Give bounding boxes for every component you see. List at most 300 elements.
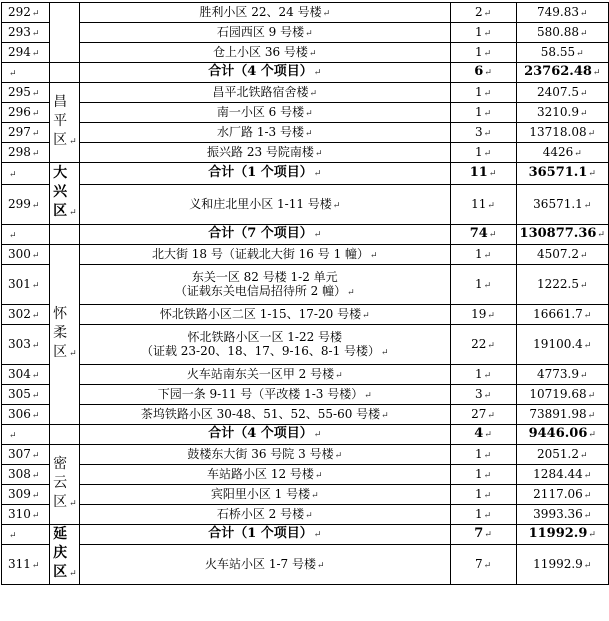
paragraph-mark: ↵ xyxy=(31,370,40,381)
row-number-cell xyxy=(2,185,50,225)
paragraph-mark: ↵ xyxy=(587,128,596,139)
building-count-cell xyxy=(450,185,516,225)
area-value: 36571.1 xyxy=(533,196,583,211)
building-count: 1 xyxy=(474,84,483,99)
paragraph-mark: ↵ xyxy=(483,470,492,481)
total-row xyxy=(2,63,609,83)
paragraph-mark: ↵ xyxy=(381,347,389,358)
total-label-cell xyxy=(79,525,450,545)
building-count: 1 xyxy=(474,24,483,39)
paragraph-mark: ↵ xyxy=(313,169,322,179)
project-name: 石桥小区 2 号楼 xyxy=(216,506,305,521)
table-row xyxy=(2,465,609,485)
area-cell xyxy=(516,163,608,185)
building-count: 1 xyxy=(474,44,483,59)
project-name-cell xyxy=(79,485,450,505)
paragraph-mark: ↵ xyxy=(305,510,313,521)
project-name-cell xyxy=(79,3,450,23)
project-name: 振兴路 23 号院南楼 xyxy=(207,144,314,159)
paragraph-mark: ↵ xyxy=(483,128,492,139)
paragraph-mark: ↵ xyxy=(69,208,77,218)
table-row xyxy=(2,185,609,225)
paragraph-mark: ↵ xyxy=(579,280,588,291)
paragraph-mark: ↵ xyxy=(583,340,592,351)
area-value: 130877.36 xyxy=(519,226,597,241)
district-name: 大兴区 xyxy=(53,165,68,219)
row-number: 302 xyxy=(8,306,31,321)
paragraph-mark: ↵ xyxy=(364,390,372,401)
paragraph-mark: ↵ xyxy=(583,470,592,481)
paragraph-mark: ↵ xyxy=(574,148,582,159)
row-number: 310 xyxy=(8,506,31,521)
table-row xyxy=(2,103,609,123)
area-value: 11992.9 xyxy=(533,556,583,571)
row-number-cell xyxy=(2,545,50,585)
row-number: 308 xyxy=(8,466,31,481)
area-value: 73891.98 xyxy=(529,406,587,421)
row-number-cell xyxy=(2,405,50,425)
paragraph-mark: ↵ xyxy=(31,48,40,59)
building-count-cell xyxy=(450,405,516,425)
project-name-cell xyxy=(79,143,450,163)
project-name-note: （证载 23-20、18、17、9-16、8-1 号楼） xyxy=(140,343,381,358)
paragraph-mark: ↵ xyxy=(308,48,317,59)
row-number: 300 xyxy=(8,246,31,261)
project-name: 合计（4 个项目） xyxy=(208,426,313,441)
paragraph-mark: ↵ xyxy=(69,499,77,509)
table-row xyxy=(2,365,609,385)
paragraph-mark: ↵ xyxy=(483,490,492,501)
total-row xyxy=(2,225,609,245)
area-value: 580.88 xyxy=(536,24,579,39)
area-value: 1222.5 xyxy=(536,276,579,291)
paragraph-mark: ↵ xyxy=(31,250,40,261)
row-number: 304 xyxy=(8,366,31,381)
paragraph-mark: ↵ xyxy=(588,169,596,179)
row-number-cell xyxy=(2,265,50,305)
row-number: 298 xyxy=(8,144,31,159)
paragraph-mark: ↵ xyxy=(483,390,492,401)
paragraph-mark: ↵ xyxy=(579,88,588,99)
project-name-cell xyxy=(79,365,450,385)
paragraph-mark: ↵ xyxy=(483,280,492,291)
row-number: 295 xyxy=(8,84,31,99)
project-table xyxy=(1,2,609,585)
project-name-cell xyxy=(79,465,450,485)
building-count-cell xyxy=(450,445,516,465)
district-cell xyxy=(49,425,79,445)
area-cell xyxy=(516,83,608,103)
building-count: 3 xyxy=(474,124,483,139)
project-name-line2 xyxy=(83,284,447,300)
row-number: 292 xyxy=(8,4,31,19)
area-cell xyxy=(516,3,608,23)
paragraph-mark: ↵ xyxy=(316,560,325,571)
row-number-cell xyxy=(2,3,50,23)
paragraph-mark: ↵ xyxy=(484,430,492,440)
table-row xyxy=(2,485,609,505)
area-cell xyxy=(516,425,608,445)
area-value: 4426 xyxy=(542,144,574,159)
row-number: 311 xyxy=(8,556,31,571)
paragraph-mark: ↵ xyxy=(487,310,495,321)
project-name: 宾阳里小区 1 号楼 xyxy=(210,486,311,501)
row-number-cell xyxy=(2,63,50,83)
building-count-cell xyxy=(450,325,516,365)
project-name: 胜利小区 22、24 号楼 xyxy=(199,4,322,19)
row-number-cell xyxy=(2,325,50,365)
building-count: 27 xyxy=(471,406,487,421)
table-row xyxy=(2,83,609,103)
table-row xyxy=(2,305,609,325)
paragraph-mark: ↵ xyxy=(313,430,322,440)
project-name: 车站路小区 12 号楼 xyxy=(207,466,314,481)
paragraph-mark: ↵ xyxy=(370,250,378,261)
area-value: 23762.48 xyxy=(524,64,592,79)
table-row xyxy=(2,505,609,525)
total-label-cell xyxy=(79,225,450,245)
paragraph-mark: ↵ xyxy=(31,470,40,481)
table-row xyxy=(2,245,609,265)
building-count-cell xyxy=(450,485,516,505)
paragraph-mark: ↵ xyxy=(484,68,492,78)
row-number-cell xyxy=(2,385,50,405)
district-cell xyxy=(49,445,79,525)
paragraph-mark: ↵ xyxy=(579,450,588,461)
project-name-cell xyxy=(79,103,450,123)
row-number-cell xyxy=(2,123,50,143)
building-count: 22 xyxy=(471,336,487,351)
row-number-cell xyxy=(2,23,50,43)
building-count: 3 xyxy=(474,386,483,401)
building-count: 6 xyxy=(474,64,484,79)
paragraph-mark: ↵ xyxy=(31,410,40,421)
paragraph-mark: ↵ xyxy=(579,8,588,19)
project-name-line2 xyxy=(83,344,447,360)
paragraph-mark: ↵ xyxy=(31,340,40,351)
area-value: 1284.44 xyxy=(533,466,583,481)
paragraph-mark: ↵ xyxy=(9,68,17,79)
paragraph-mark: ↵ xyxy=(583,310,592,321)
area-cell xyxy=(516,185,608,225)
paragraph-mark: ↵ xyxy=(31,200,40,211)
paragraph-mark: ↵ xyxy=(305,108,313,119)
project-name: 合计（4 个项目） xyxy=(208,64,313,79)
paragraph-mark: ↵ xyxy=(31,28,40,39)
area-value: 58.55 xyxy=(540,44,576,59)
row-number-cell xyxy=(2,245,50,265)
paragraph-mark: ↵ xyxy=(9,430,17,441)
area-value: 10719.68 xyxy=(529,386,587,401)
area-cell xyxy=(516,225,608,245)
area-cell xyxy=(516,445,608,465)
project-name: 鼓楼东大街 36 号院 3 号楼 xyxy=(187,446,334,461)
paragraph-mark: ↵ xyxy=(322,8,331,19)
paragraph-mark: ↵ xyxy=(31,510,40,521)
row-number-cell xyxy=(2,525,50,545)
paragraph-mark: ↵ xyxy=(483,8,492,19)
paragraph-mark: ↵ xyxy=(304,128,313,139)
row-number: 303 xyxy=(8,336,31,351)
building-count: 1 xyxy=(474,366,483,381)
total-row xyxy=(2,425,609,445)
paragraph-mark: ↵ xyxy=(31,390,40,401)
area-cell xyxy=(516,143,608,163)
building-count: 1 xyxy=(474,276,483,291)
row-number: 296 xyxy=(8,104,31,119)
paragraph-mark: ↵ xyxy=(332,200,341,211)
building-count: 2 xyxy=(474,4,483,19)
table-row xyxy=(2,43,609,63)
project-name: 怀北铁路小区一区 1-22 号楼 xyxy=(187,329,343,344)
paragraph-mark: ↵ xyxy=(488,230,497,240)
area-cell xyxy=(516,63,608,83)
table-row xyxy=(2,3,609,23)
area-value: 36571.1 xyxy=(528,165,588,180)
total-label-cell xyxy=(79,63,450,83)
row-number: 294 xyxy=(8,44,31,59)
project-name-cell xyxy=(79,185,450,225)
project-name-cell xyxy=(79,385,450,405)
paragraph-mark: ↵ xyxy=(583,510,592,521)
district-cell xyxy=(49,163,79,225)
building-count-cell xyxy=(450,123,516,143)
total-label-cell xyxy=(79,425,450,445)
building-count-cell xyxy=(450,505,516,525)
paragraph-mark: ↵ xyxy=(483,370,492,381)
building-count: 7 xyxy=(474,556,483,571)
paragraph-mark: ↵ xyxy=(31,280,40,291)
project-name-cell xyxy=(79,445,450,465)
paragraph-mark: ↵ xyxy=(31,560,40,571)
district-name: 密云区 xyxy=(53,456,68,510)
row-number-cell xyxy=(2,163,50,185)
building-count: 4 xyxy=(474,426,484,441)
project-name: 水厂路 1-3 号楼 xyxy=(217,124,304,139)
paragraph-mark: ↵ xyxy=(483,48,492,59)
building-count-cell xyxy=(450,465,516,485)
paragraph-mark: ↵ xyxy=(309,88,318,99)
paragraph-mark: ↵ xyxy=(305,28,313,39)
project-name: 仓上小区 36 号楼 xyxy=(213,44,308,59)
district-cell xyxy=(49,225,79,245)
project-name-cell xyxy=(79,245,450,265)
building-count: 1 xyxy=(474,246,483,261)
area-cell xyxy=(516,43,608,63)
row-number: 301 xyxy=(8,276,31,291)
table-row xyxy=(2,405,609,425)
building-count-cell xyxy=(450,143,516,163)
building-count-cell xyxy=(450,525,516,545)
paragraph-mark: ↵ xyxy=(483,148,492,159)
district-cell xyxy=(49,83,79,163)
area-value: 3210.9 xyxy=(536,104,579,119)
project-name-cell xyxy=(79,305,450,325)
area-value: 16661.7 xyxy=(533,306,583,321)
building-count: 19 xyxy=(471,306,487,321)
project-name: 合计（7 个项目） xyxy=(208,226,313,241)
district-cell xyxy=(49,63,79,83)
paragraph-mark: ↵ xyxy=(484,530,492,540)
paragraph-mark: ↵ xyxy=(347,287,355,298)
paragraph-mark: ↵ xyxy=(31,310,40,321)
area-value: 9446.06 xyxy=(528,426,588,441)
building-count-cell xyxy=(450,365,516,385)
table-row xyxy=(2,325,609,365)
project-name: 下园一条 9-11 号（平改楼 1-3 号楼） xyxy=(157,386,364,401)
row-number-cell xyxy=(2,43,50,63)
paragraph-mark: ↵ xyxy=(588,530,596,540)
area-value: 2407.5 xyxy=(536,84,579,99)
total-row xyxy=(2,163,609,185)
building-count-cell xyxy=(450,265,516,305)
building-count-cell xyxy=(450,305,516,325)
building-count-cell xyxy=(450,43,516,63)
project-name-cell xyxy=(79,545,450,585)
paragraph-mark: ↵ xyxy=(69,137,77,147)
paragraph-mark: ↵ xyxy=(597,230,605,240)
paragraph-mark: ↵ xyxy=(483,510,492,521)
row-number: 309 xyxy=(8,486,31,501)
district-name: 延庆区 xyxy=(53,526,68,580)
area-cell xyxy=(516,305,608,325)
building-count: 1 xyxy=(474,144,483,159)
table-row xyxy=(2,265,609,305)
paragraph-mark: ↵ xyxy=(381,410,389,421)
project-name-cell xyxy=(79,23,450,43)
area-cell xyxy=(516,465,608,485)
paragraph-mark: ↵ xyxy=(588,430,596,440)
project-name: 火车站南东关一区甲 2 号楼 xyxy=(186,366,335,381)
row-number: 299 xyxy=(8,196,31,211)
building-count-cell xyxy=(450,83,516,103)
paragraph-mark: ↵ xyxy=(311,490,319,501)
table-row xyxy=(2,143,609,163)
project-name: 南一小区 6 号楼 xyxy=(216,104,305,119)
paragraph-mark: ↵ xyxy=(31,128,40,139)
paragraph-mark: ↵ xyxy=(335,370,343,381)
paragraph-mark: ↵ xyxy=(579,370,588,381)
building-count-cell xyxy=(450,545,516,585)
paragraph-mark: ↵ xyxy=(583,200,592,211)
paragraph-mark: ↵ xyxy=(587,390,596,401)
building-count-cell xyxy=(450,23,516,43)
area-cell xyxy=(516,485,608,505)
area-cell xyxy=(516,23,608,43)
building-count: 1 xyxy=(474,104,483,119)
row-number-cell xyxy=(2,425,50,445)
building-count: 1 xyxy=(474,506,483,521)
area-cell xyxy=(516,525,608,545)
project-name: 火车站小区 1-7 号楼 xyxy=(205,556,316,571)
project-name-cell xyxy=(79,505,450,525)
area-cell xyxy=(516,103,608,123)
row-number-cell xyxy=(2,445,50,465)
district-name: 昌平区 xyxy=(53,94,68,148)
paragraph-mark: ↵ xyxy=(483,28,492,39)
paragraph-mark: ↵ xyxy=(483,108,492,119)
total-row xyxy=(2,525,609,545)
building-count: 11 xyxy=(469,165,488,180)
paragraph-mark: ↵ xyxy=(314,148,323,159)
paragraph-mark: ↵ xyxy=(483,88,492,99)
paragraph-mark: ↵ xyxy=(579,250,588,261)
area-cell xyxy=(516,245,608,265)
paragraph-mark: ↵ xyxy=(9,169,17,180)
building-count-cell xyxy=(450,163,516,185)
project-name: 合计（1 个项目） xyxy=(208,165,313,180)
paragraph-mark: ↵ xyxy=(31,450,40,461)
project-name-note: （证载东关电信局招待所 2 幢） xyxy=(174,283,347,298)
building-count-cell xyxy=(450,425,516,445)
paragraph-mark: ↵ xyxy=(592,68,601,78)
area-value: 11992.9 xyxy=(528,526,588,541)
building-count: 74 xyxy=(469,226,488,241)
paragraph-mark: ↵ xyxy=(483,450,492,461)
paragraph-mark: ↵ xyxy=(69,349,77,359)
project-name: 昌平北铁路宿舍楼 xyxy=(212,84,309,99)
building-count: 1 xyxy=(474,446,483,461)
project-name: 合计（1 个项目） xyxy=(208,526,313,541)
paragraph-mark: ↵ xyxy=(583,490,592,501)
row-number: 306 xyxy=(8,406,31,421)
paragraph-mark: ↵ xyxy=(583,560,592,571)
building-count-cell xyxy=(450,3,516,23)
paragraph-mark: ↵ xyxy=(9,530,17,541)
paragraph-mark: ↵ xyxy=(69,569,77,579)
district-cell xyxy=(49,3,79,63)
row-number-cell xyxy=(2,103,50,123)
building-count-cell xyxy=(450,63,516,83)
project-name: 义和庄北里小区 1-11 号楼 xyxy=(189,196,332,211)
paragraph-mark: ↵ xyxy=(362,310,370,321)
district-cell xyxy=(49,245,79,425)
building-count: 1 xyxy=(474,486,483,501)
row-number-cell xyxy=(2,505,50,525)
table-row xyxy=(2,545,609,585)
table-row xyxy=(2,123,609,143)
table-row xyxy=(2,445,609,465)
building-count-cell xyxy=(450,385,516,405)
paragraph-mark: ↵ xyxy=(31,148,40,159)
row-number-cell xyxy=(2,365,50,385)
paragraph-mark: ↵ xyxy=(579,28,588,39)
area-cell xyxy=(516,325,608,365)
district-name: 怀柔区 xyxy=(53,306,68,360)
table-row xyxy=(2,385,609,405)
project-name-cell xyxy=(79,43,450,63)
paragraph-mark: ↵ xyxy=(313,230,322,240)
project-name: 东关一区 82 号楼 1-2 单元 xyxy=(191,269,338,284)
area-value: 2117.06 xyxy=(533,486,583,501)
project-name-cell xyxy=(79,83,450,103)
area-value: 19100.4 xyxy=(533,336,583,351)
project-name-cell xyxy=(79,325,450,365)
area-cell xyxy=(516,385,608,405)
row-number: 305 xyxy=(8,386,31,401)
paragraph-mark: ↵ xyxy=(487,340,495,351)
paragraph-mark: ↵ xyxy=(31,8,40,19)
row-number-cell xyxy=(2,305,50,325)
paragraph-mark: ↵ xyxy=(313,68,322,78)
paragraph-mark: ↵ xyxy=(334,450,343,461)
project-name-cell xyxy=(79,123,450,143)
area-cell xyxy=(516,545,608,585)
row-number-cell xyxy=(2,485,50,505)
paragraph-mark: ↵ xyxy=(314,470,323,481)
area-cell xyxy=(516,405,608,425)
paragraph-mark: ↵ xyxy=(587,410,596,421)
